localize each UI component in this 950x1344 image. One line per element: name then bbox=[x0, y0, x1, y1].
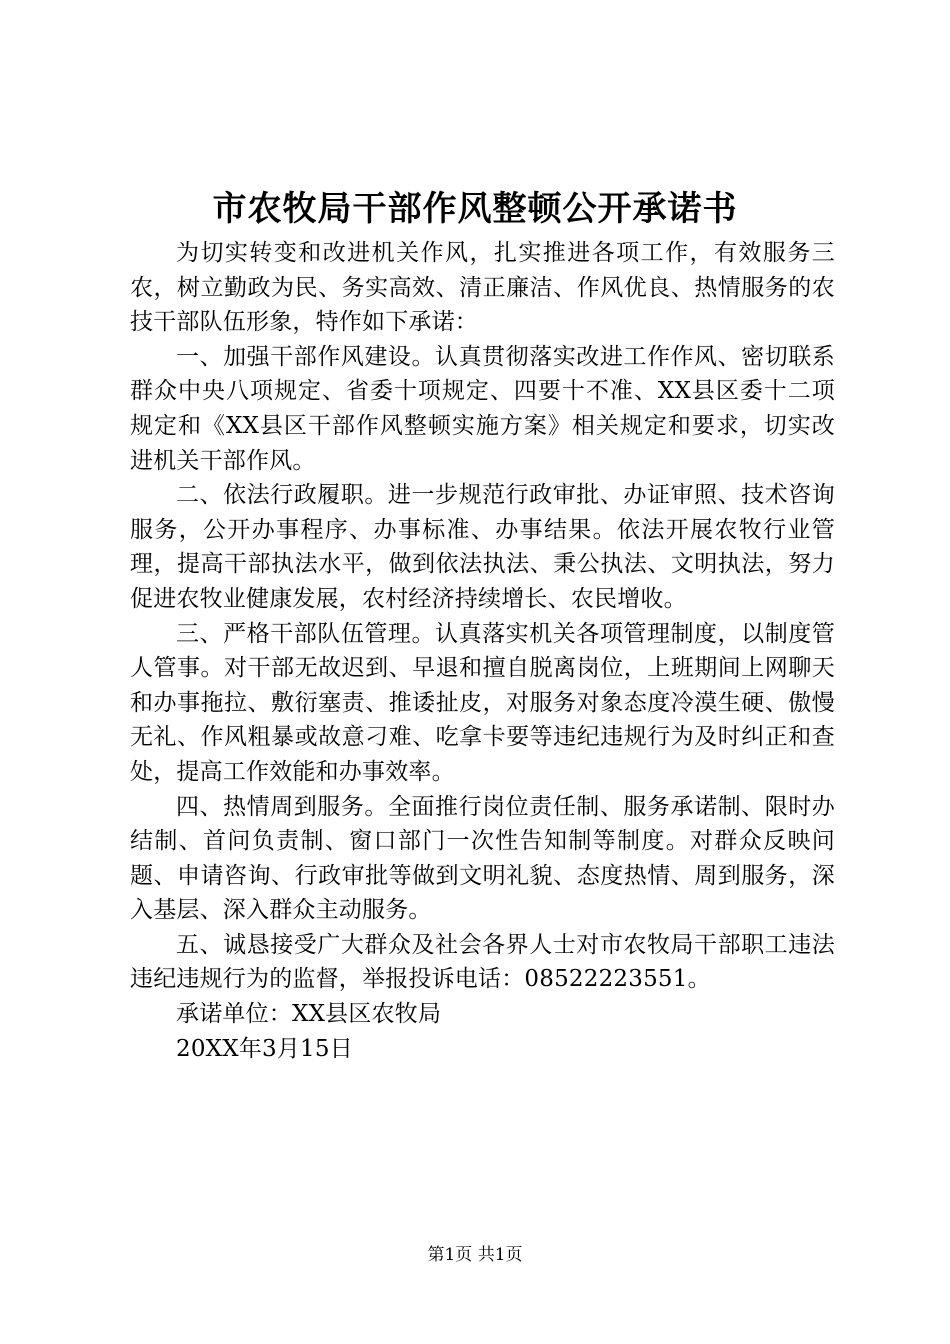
issue-date: 20XX年3月15日 bbox=[176, 1035, 353, 1062]
page-footer: 第1页 共1页 bbox=[427, 1245, 523, 1265]
issuing-unit: 承诺单位：XX县区农牧局 bbox=[176, 1001, 442, 1028]
document-title: 市农牧局干部作风整顿公开承诺书 bbox=[212, 189, 738, 229]
commitment-paragraph-4: 四、热情周到服务。全面推行岗位责任制、服务承诺制、限时办结制、首问负责制、窗口部门一次性告知制等制度。对群众反映问题、申请咨询、行政审批等做到文明礼貌、态度热情、周到服务，深入基层、深入群众主动服务。 bbox=[130, 793, 835, 924]
commitment-paragraph-1: 一、加强干部作风建设。认真贯彻落实改进工作作风、密切联系群众中央八项规定、省委十项规定、四要十不准、XX县区委十二项规定和《XX县区干部作风整顿实施方案》相关规定和要求，切实改进机关干部作风。 bbox=[130, 343, 835, 474]
document-body bbox=[130, 236, 835, 1066]
commitment-paragraph-2: 二、依法行政履职。进一步规范行政审批、办证审照、技术咨询服务，公开办事程序、办事标准、办事结果。依法开展农牧行业管理，提高干部执法水平，做到依法执法、秉公执法、文明执法，努力促进农牧业健康发展，农村经济持续增长、农民增收。 bbox=[130, 482, 835, 612]
commitment-paragraph-5: 五、诚恳接受广大群众及社会各界人士对市农牧局干部职工违法违纪违规行为的监督，举报投诉电话：08522223551。 bbox=[130, 931, 835, 993]
intro-paragraph: 为切实转变和改进机关作风，扎实推进各项工作，有效服务三农，树立勤政为民、务实高效、清正廉洁、作风优良、热情服务的农技干部队伍形象，特作如下承诺： bbox=[130, 240, 835, 336]
commitment-paragraph-3: 三、严格干部队伍管理。认真落实机关各项管理制度，以制度管人管事。对干部无故迟到、早退和擅自脱离岗位，上班期间上网聊天和办事拖拉、敷衍塞责、推诿扯皮，对服务对象态度冷漠生硬、傲慢无礼、作风粗暴或故意刁难、吃拿卡要等违纪违规行为及时纠正和查处，提高工作效能和办事效率。 bbox=[130, 620, 835, 785]
